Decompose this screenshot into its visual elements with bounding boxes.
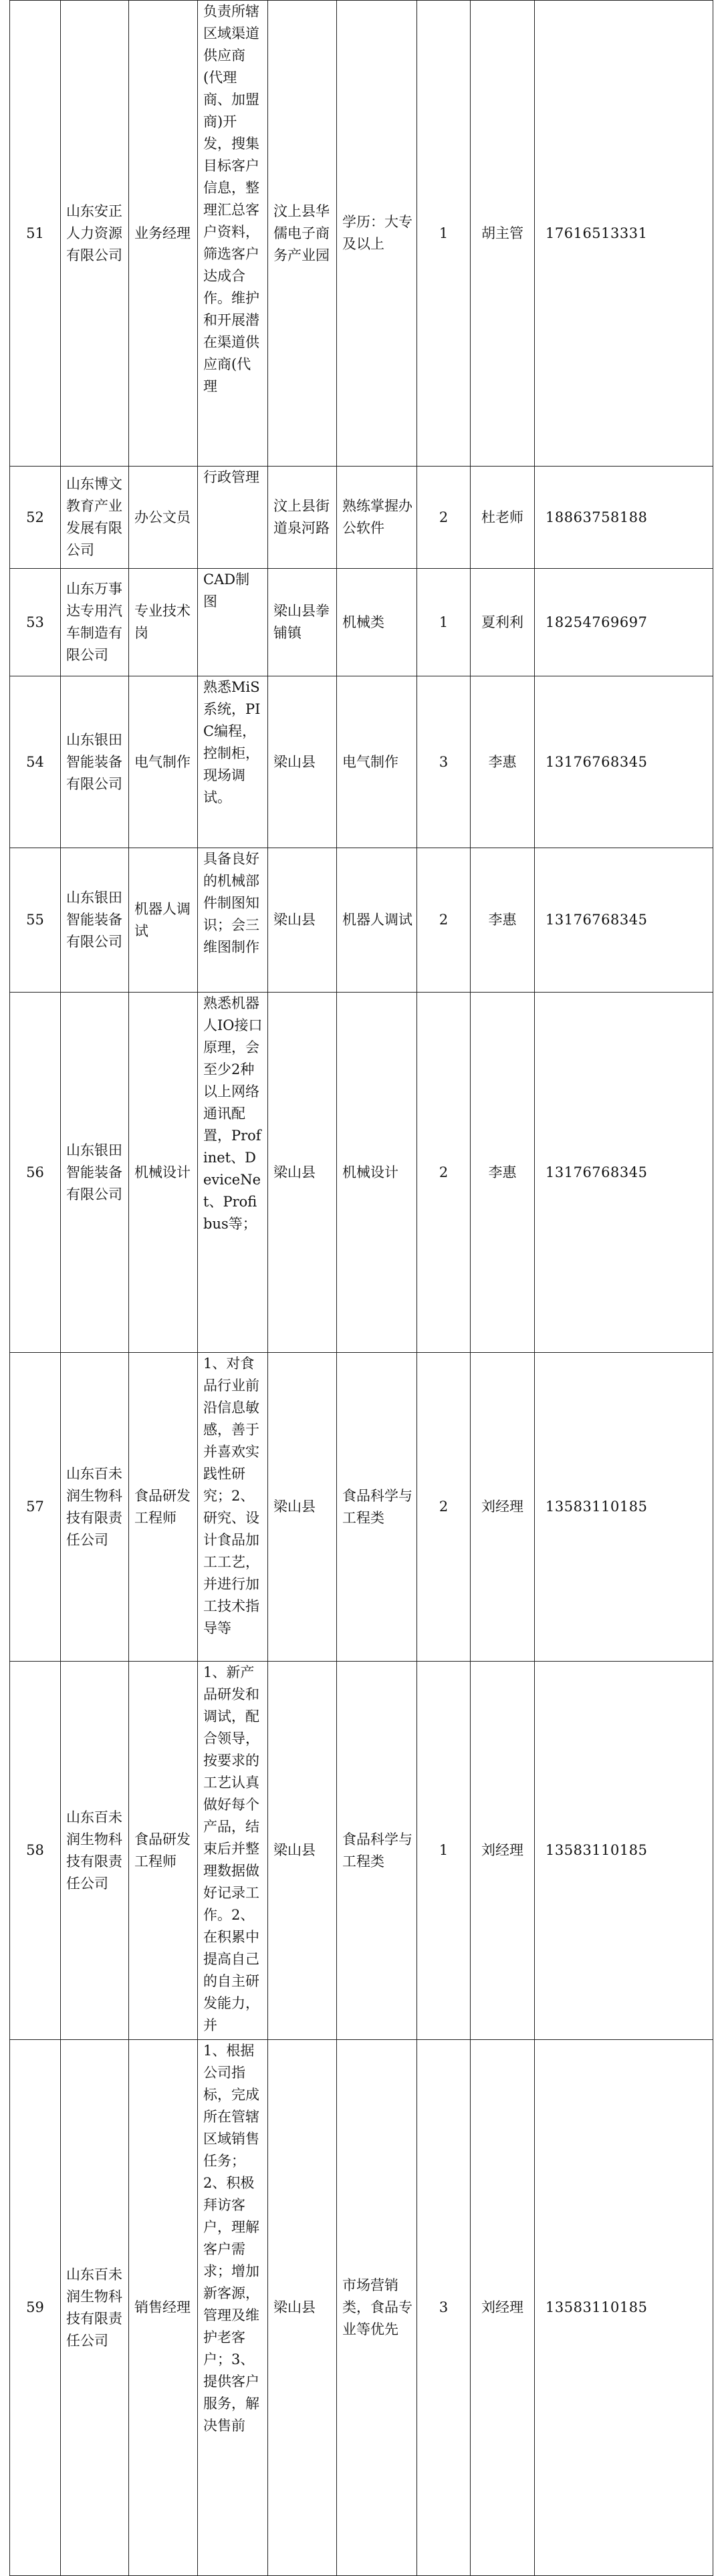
contact-person: 刘经理 bbox=[481, 1499, 523, 1515]
work-location-cell bbox=[268, 467, 337, 569]
job-description: CAD制图 bbox=[203, 571, 250, 610]
job-title-cell bbox=[129, 569, 198, 676]
table-row bbox=[10, 569, 713, 676]
job-description: 具备良好的机械部件制图知识；会三维图制作 bbox=[203, 851, 259, 955]
contact-phone-cell bbox=[535, 848, 713, 993]
job-title: 食品研发工程师 bbox=[134, 1487, 191, 1526]
contact-phone: 18254769697 bbox=[546, 614, 648, 630]
row-number-cell bbox=[10, 993, 61, 1353]
contact-phone-cell bbox=[535, 1, 713, 467]
contact-person-cell bbox=[471, 848, 535, 993]
work-location: 汶上县街道泉河路 bbox=[273, 498, 330, 536]
row-number: 56 bbox=[26, 1164, 44, 1180]
job-title: 销售经理 bbox=[134, 2299, 191, 2315]
work-location-cell bbox=[268, 1, 337, 467]
job-requirement-cell bbox=[337, 676, 417, 848]
company-name-cell bbox=[61, 993, 129, 1353]
contact-person-cell bbox=[471, 467, 535, 569]
job-description: 熟悉机器人IO接口原理，会至少2种以上网络通讯配置，Profinet、DeviceNet、Profibus等； bbox=[203, 995, 263, 1232]
row-number-cell bbox=[10, 1353, 61, 1662]
job-description-cell bbox=[198, 1, 268, 467]
job-title-cell bbox=[129, 1, 198, 467]
table-row bbox=[10, 1, 713, 467]
job-description-cell bbox=[198, 993, 268, 1353]
job-title-cell bbox=[129, 2040, 198, 2576]
contact-phone-cell bbox=[535, 1353, 713, 1662]
contact-person-cell bbox=[471, 1353, 535, 1662]
row-number: 53 bbox=[26, 614, 44, 630]
row-number: 57 bbox=[26, 1499, 44, 1515]
hiring-count: 2 bbox=[439, 912, 449, 928]
row-number: 59 bbox=[26, 2299, 44, 2315]
job-requirement-cell bbox=[337, 848, 417, 993]
contact-person-cell bbox=[471, 2040, 535, 2576]
job-title: 专业技术岗 bbox=[134, 603, 191, 641]
job-description: 负责所辖区域渠道供应商(代理商、加盟商)开发，搜集目标客户信息，整理汇总客户资料，筛选客户达成合作。维护和开展潜在渠道供应商(代理 bbox=[203, 3, 259, 394]
job-requirement: 机械设计 bbox=[342, 1164, 398, 1180]
job-title: 机械设计 bbox=[134, 1164, 191, 1180]
job-requirement: 机械类 bbox=[342, 614, 384, 630]
work-location: 梁山县 bbox=[273, 1499, 316, 1515]
company-name-cell bbox=[61, 1662, 129, 2040]
company-name: 山东百未润生物科技有限责任公司 bbox=[66, 1809, 122, 1892]
job-requirement-cell bbox=[337, 1, 417, 467]
job-title: 办公文员 bbox=[134, 509, 191, 525]
work-location-cell bbox=[268, 2040, 337, 2576]
contact-person-cell bbox=[471, 1662, 535, 2040]
table-row bbox=[10, 848, 713, 993]
job-requirement: 电气制作 bbox=[342, 753, 398, 770]
contact-phone-cell bbox=[535, 676, 713, 848]
contact-phone-cell bbox=[535, 1662, 713, 2040]
contact-phone: 13583110185 bbox=[546, 1499, 648, 1515]
contact-phone-cell bbox=[535, 467, 713, 569]
work-location: 汶上县华儒电子商务产业园 bbox=[273, 203, 330, 263]
job-description: 1、对食品行业前沿信息敏感，善于并喜欢实践性研究；2、研究、设计食品加工工艺，并进行加工技术指导等 bbox=[203, 1356, 259, 1636]
row-number-cell bbox=[10, 1662, 61, 2040]
job-title: 电气制作 bbox=[134, 753, 191, 770]
job-title-cell bbox=[129, 1353, 198, 1662]
hiring-count: 1 bbox=[439, 1842, 449, 1858]
job-description-cell bbox=[198, 2040, 268, 2576]
hiring-count: 2 bbox=[439, 1164, 449, 1180]
contact-phone: 13583110185 bbox=[546, 1842, 648, 1858]
job-description-cell bbox=[198, 1353, 268, 1662]
job-title: 机器人调试 bbox=[134, 900, 191, 939]
table-row bbox=[10, 993, 713, 1353]
job-title: 业务经理 bbox=[134, 225, 191, 241]
hiring-count: 1 bbox=[439, 614, 449, 630]
company-name: 山东万事达专用汽车制造有限公司 bbox=[66, 581, 122, 663]
table-row bbox=[10, 1353, 713, 1662]
company-name: 山东博文教育产业发展有限公司 bbox=[66, 476, 122, 558]
table-body bbox=[10, 1, 713, 2576]
company-name: 山东安正人力资源有限公司 bbox=[66, 203, 122, 263]
contact-phone: 18863758188 bbox=[546, 509, 648, 525]
contact-person: 杜老师 bbox=[481, 509, 523, 525]
job-title: 食品研发工程师 bbox=[134, 1831, 191, 1870]
job-description: 1、根据公司指标，完成所在管辖区域销售任务；2、积极拜访客户，理解客户需求；增加新客源，管理及维护老客户；3、提供客户服务，解决售前 bbox=[203, 2043, 259, 2434]
contact-person: 李惠 bbox=[488, 912, 517, 928]
job-requirement-cell bbox=[337, 1662, 417, 2040]
company-name-cell bbox=[61, 1353, 129, 1662]
work-location-cell bbox=[268, 676, 337, 848]
work-location-cell bbox=[268, 848, 337, 993]
job-title-cell bbox=[129, 676, 198, 848]
job-title-cell bbox=[129, 1662, 198, 2040]
job-description-cell bbox=[198, 676, 268, 848]
row-number: 54 bbox=[26, 753, 44, 770]
hiring-count-cell bbox=[417, 569, 471, 676]
hiring-count: 3 bbox=[439, 753, 449, 770]
contact-person: 刘经理 bbox=[481, 1842, 523, 1858]
work-location: 梁山县 bbox=[273, 1842, 316, 1858]
table-row bbox=[10, 2040, 713, 2576]
work-location: 梁山县 bbox=[273, 912, 316, 928]
company-name: 山东百未润生物科技有限责任公司 bbox=[66, 2266, 122, 2349]
row-number-cell bbox=[10, 848, 61, 993]
hiring-count-cell bbox=[417, 848, 471, 993]
job-title-cell bbox=[129, 993, 198, 1353]
work-location: 梁山县拳铺镇 bbox=[273, 603, 330, 641]
job-requirement: 学历：大专及以上 bbox=[342, 214, 412, 252]
contact-person: 李惠 bbox=[488, 1164, 517, 1180]
hiring-count-cell bbox=[417, 467, 471, 569]
work-location-cell bbox=[268, 569, 337, 676]
job-description: 1、新产品研发和调试，配合领导，按要求的工艺认真做好每个产品，结束后并整理数据做好记录工作。2、在积累中提高自己的自主研发能力，并 bbox=[203, 1664, 259, 2033]
contact-phone: 13583110185 bbox=[546, 2299, 648, 2315]
job-requirement: 机器人调试 bbox=[342, 912, 412, 928]
contact-person-cell bbox=[471, 676, 535, 848]
contact-phone: 13176768345 bbox=[546, 1164, 648, 1180]
job-requirement: 市场营销类，食品专业等优先 bbox=[342, 2277, 412, 2337]
job-description: 行政管理 bbox=[203, 469, 259, 485]
company-name: 山东银田智能装备有限公司 bbox=[66, 890, 122, 950]
company-name: 山东百未润生物科技有限责任公司 bbox=[66, 1465, 122, 1548]
contact-person: 夏利利 bbox=[481, 614, 523, 630]
job-description-cell bbox=[198, 1662, 268, 2040]
job-requirement-cell bbox=[337, 1353, 417, 1662]
hiring-count: 1 bbox=[439, 225, 449, 241]
row-number: 51 bbox=[26, 225, 44, 241]
contact-phone: 13176768345 bbox=[546, 912, 648, 928]
contact-phone-cell bbox=[535, 2040, 713, 2576]
hiring-count-cell bbox=[417, 1353, 471, 1662]
table-row bbox=[10, 1662, 713, 2040]
job-requirement-cell bbox=[337, 467, 417, 569]
company-name-cell bbox=[61, 2040, 129, 2576]
hiring-count-cell bbox=[417, 2040, 471, 2576]
row-number: 58 bbox=[26, 1842, 44, 1858]
job-requirement-cell bbox=[337, 2040, 417, 2576]
contact-person-cell bbox=[471, 1, 535, 467]
contact-phone: 13176768345 bbox=[546, 753, 648, 770]
hiring-count: 2 bbox=[439, 509, 449, 525]
row-number: 52 bbox=[26, 509, 44, 525]
hiring-count-cell bbox=[417, 1, 471, 467]
contact-phone: 17616513331 bbox=[546, 225, 648, 241]
company-name-cell bbox=[61, 676, 129, 848]
hiring-count: 3 bbox=[439, 2299, 449, 2315]
work-location: 梁山县 bbox=[273, 1164, 316, 1180]
job-title-cell bbox=[129, 467, 198, 569]
work-location-cell bbox=[268, 1353, 337, 1662]
table-row bbox=[10, 676, 713, 848]
job-requirement: 食品科学与工程类 bbox=[342, 1487, 412, 1526]
job-description-cell bbox=[198, 467, 268, 569]
contact-person-cell bbox=[471, 569, 535, 676]
work-location: 梁山县 bbox=[273, 753, 316, 770]
company-name: 山东银田智能装备有限公司 bbox=[66, 1142, 122, 1202]
hiring-count-cell bbox=[417, 676, 471, 848]
company-name-cell bbox=[61, 848, 129, 993]
contact-phone-cell bbox=[535, 569, 713, 676]
job-description-cell bbox=[198, 569, 268, 676]
job-requirement: 熟练掌握办公软件 bbox=[342, 498, 412, 536]
job-listing-table bbox=[9, 0, 713, 2576]
work-location: 梁山县 bbox=[273, 2299, 316, 2315]
job-requirement-cell bbox=[337, 569, 417, 676]
row-number-cell bbox=[10, 467, 61, 569]
job-requirement: 食品科学与工程类 bbox=[342, 1831, 412, 1870]
row-number-cell bbox=[10, 569, 61, 676]
table-row bbox=[10, 467, 713, 569]
company-name-cell bbox=[61, 1, 129, 467]
work-location-cell bbox=[268, 1662, 337, 2040]
contact-person: 李惠 bbox=[488, 753, 517, 770]
row-number-cell bbox=[10, 2040, 61, 2576]
contact-phone-cell bbox=[535, 993, 713, 1353]
job-title-cell bbox=[129, 848, 198, 993]
row-number: 55 bbox=[26, 912, 44, 928]
work-location-cell bbox=[268, 993, 337, 1353]
job-description-cell bbox=[198, 848, 268, 993]
hiring-count: 2 bbox=[439, 1499, 449, 1515]
job-description: 熟悉MiS系统，PIC编程，控制柜，现场调试。 bbox=[203, 679, 261, 805]
row-number-cell bbox=[10, 676, 61, 848]
job-requirement-cell bbox=[337, 993, 417, 1353]
contact-person: 胡主管 bbox=[481, 225, 523, 241]
hiring-count-cell bbox=[417, 993, 471, 1353]
company-name-cell bbox=[61, 467, 129, 569]
company-name-cell bbox=[61, 569, 129, 676]
company-name: 山东银田智能装备有限公司 bbox=[66, 731, 122, 792]
row-number-cell bbox=[10, 1, 61, 467]
hiring-count-cell bbox=[417, 1662, 471, 2040]
contact-person-cell bbox=[471, 993, 535, 1353]
contact-person: 刘经理 bbox=[481, 2299, 523, 2315]
